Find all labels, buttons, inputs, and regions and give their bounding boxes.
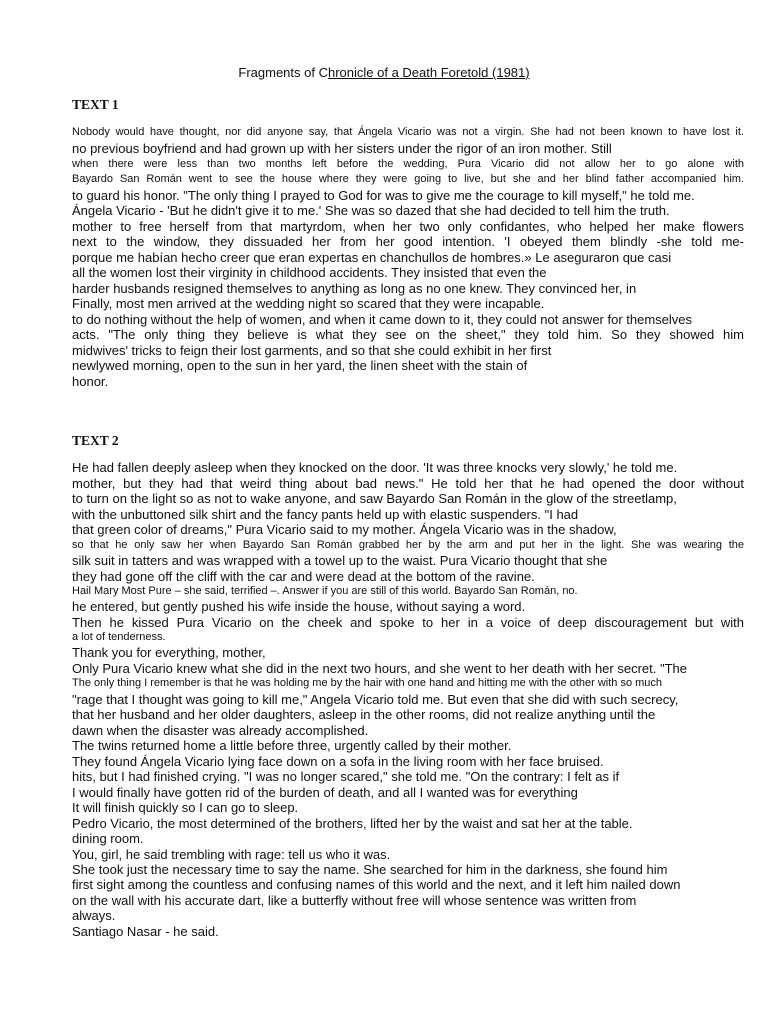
document-title <box>0 65 768 81</box>
text1-line: Finally, most men arrived at the wedding night so scared that they were incapable. <box>72 296 545 311</box>
text1-line: no previous boyfriend and had grown up with her sisters under the rigor of an iron mother. Still <box>72 141 612 156</box>
text2-line: they had gone off the cliff with the car and were dead at the bottom of the ravine. <box>72 569 535 584</box>
text1-line: honor. <box>72 374 109 389</box>
text2-line: hits, but I had finished crying. "I was no longer scared," she told me. "On the contrary: I felt as if <box>72 769 620 784</box>
text2-line: Hail Mary Most Pure – she said, terrified –. Answer if you are still of this world. Bayardo San Román, no. <box>72 585 578 597</box>
text2-line: with the unbuttoned silk shirt and the fancy pants held up with elastic suspenders. "I had <box>72 507 579 522</box>
text2-line: silk suit in tatters and was wrapped with a towel up to the waist. Pura Vicario thought that she <box>72 553 608 568</box>
text1-line: Ángela Vicario - 'But he didn't give it to me.' She was so dazed that she had decided to tell him the truth. <box>72 203 670 218</box>
text1-line: next to the window, they dissuaded her from her good intention. 'I obeyed them blindly -she told me- <box>72 234 744 249</box>
text2-line: that green color of dreams," Pura Vicario said to my mother. Ángela Vicario was in the shadow, <box>72 522 617 537</box>
text2-line: They found Ángela Vicario lying face down on a sofa in the living room with her face bruised. <box>72 754 604 769</box>
text2-line: It will finish quickly so I can go to sleep. <box>72 800 299 815</box>
text2-line: dining room. <box>72 831 144 846</box>
text2-line: so that he only saw her when Bayardo San Román grabbed her by the arm and put her in the light. She was wearing the <box>72 539 744 551</box>
text1-line: harder husbands resigned themselves to anything as long as no one knew. They convinced her, in <box>72 281 637 296</box>
text1-line: all the women lost their virginity in childhood accidents. They insisted that even the <box>72 265 547 280</box>
text2-line: first sight among the countless and confusing names of this world and the next, and it left him nailed down <box>72 877 681 892</box>
text1-line: porque me habían hecho creer que eran expertas en chanchullos de hombres.» Le aseguraron que casi <box>72 250 672 265</box>
text2-line: Then he kissed Pura Vicario on the cheek and spoke to her in a voice of deep discouragement but with <box>72 615 744 630</box>
text1-line: Nobody would have thought, nor did anyone say, that Ángela Vicario was not a virgin. She had not been known to have lost it. <box>72 126 744 138</box>
title-prefix: Fragments of C <box>238 65 328 80</box>
text1-line: mother to free herself from that martyrdom, when her two only confidantes, who helped her make flowers <box>72 219 744 234</box>
text1-line: to guard his honor. "The only thing I prayed to God for was to give me the courage to kill myself," he told me. <box>72 188 695 203</box>
text2-line: Only Pura Vicario knew what she did in the next two hours, and she went to her death with her secret. "The <box>72 661 687 676</box>
text2-line: "rage that I thought was going to kill me," Angela Vicario told me. But even that she did with such secrecy, <box>72 692 679 707</box>
text2-line: Pedro Vicario, the most determined of the brothers, lifted her by the waist and sat her at the table. <box>72 816 633 831</box>
text2-line: She took just the necessary time to say the name. She searched for him in the darkness, she found him <box>72 862 668 877</box>
title-underlined: hronicle of a Death Foretold (1981) <box>327 65 530 80</box>
text1-heading: TEXT 1 <box>72 97 119 112</box>
text1-line: when there were less than two months left before the wedding, Pura Vicario did not allow her to go alone with <box>72 158 744 170</box>
text1-line: to do nothing without the help of women, and when it came down to it, they could not answer for themselves <box>72 312 693 327</box>
text1-line: acts. "The only thing they believe is what they see on the sheet," they told him. So they showed him <box>72 327 744 342</box>
text2-line: mother, but they had that weird thing about bad news." He told her that he had opened the door without <box>72 476 744 491</box>
text2-line: a lot of tenderness. <box>72 631 166 643</box>
text2-line: He had fallen deeply asleep when they knocked on the door. 'It was three knocks very slowly,' he told me. <box>72 460 678 475</box>
text2-line: on the wall with his accurate dart, like a butterfly without free will whose sentence was written from <box>72 893 637 908</box>
text2-line: always. <box>72 908 116 923</box>
text2-line: he entered, but gently pushed his wife inside the house, without saying a word. <box>72 599 526 614</box>
text2-heading: TEXT 2 <box>72 433 119 448</box>
text2-line: I would finally have gotten rid of the burden of death, and all I wanted was for everything <box>72 785 578 800</box>
text1-line: Bayardo San Román went to see the house where they were going to live, but she and her blind father accompanied him. <box>72 173 744 185</box>
text2-line: The only thing I remember is that he was holding me by the hair with one hand and hitting me with the other with so much <box>72 677 663 689</box>
text1-line: midwives' tricks to feign their lost garments, and so that she could exhibit in her first <box>72 343 552 358</box>
text2-line: Santiago Nasar - he said. <box>72 924 219 939</box>
text2-line: You, girl, he said trembling with rage: tell us who it was. <box>72 847 391 862</box>
text2-line: that her husband and her older daughters, asleep in the other rooms, did not realize anything until the <box>72 707 656 722</box>
text2-line: Thank you for everything, mother, <box>72 645 266 660</box>
text2-line: dawn when the disaster was already accomplished. <box>72 723 369 738</box>
text2-line: to turn on the light so as not to wake anyone, and saw Bayardo San Román in the glow of the streetlamp, <box>72 491 677 506</box>
text1-line: newlywed morning, open to the sun in her yard, the linen sheet with the stain of <box>72 358 528 373</box>
text2-line: The twins returned home a little before three, urgently called by their mother. <box>72 738 512 753</box>
